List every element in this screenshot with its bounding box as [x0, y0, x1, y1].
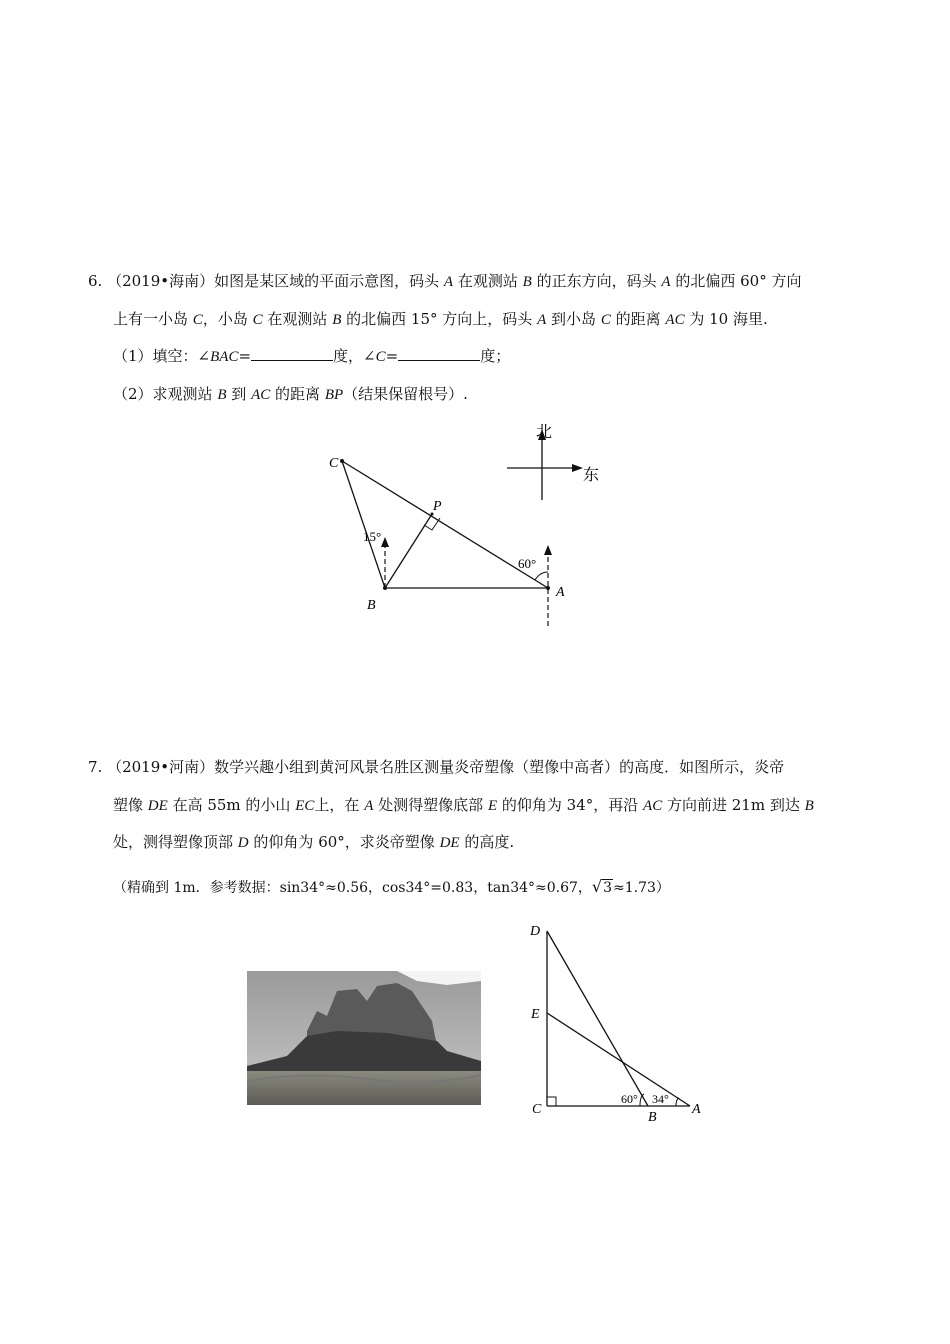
q7-line1: 7. （2019•河南）数学兴趣小组到黄河风景名胜区测量炎帝塑像（塑像中高者）的高度．如图所示，炎帝 [88, 758, 785, 776]
compass-north-label: 北 [536, 424, 553, 441]
label-B: B [648, 1110, 657, 1125]
q6-line2: 上有一小岛 C，小岛 C 在观测站 B 的北偏西 15° 方向上，码头 A 到小岛 C 的距离 AC 为 10 海里. [113, 310, 768, 328]
compass-east-arrow [572, 464, 583, 472]
q6-line1: 6. （2019•海南）如图是某区域的平面示意图，码头 A 在观测站 B 的正东方向，码头 A 的北偏西 60° 方向 [88, 272, 802, 290]
label-P: P [433, 499, 442, 514]
q6-part1: （1）填空：∠BAC= 度，∠C= 度； [113, 347, 511, 365]
angle-arc-B [640, 1094, 644, 1106]
label-A: A [556, 585, 565, 600]
angle-arc-A [535, 572, 548, 580]
q6-number: 6. [88, 272, 103, 290]
q7-number: 7. [88, 758, 103, 776]
label-E: E [531, 1007, 540, 1022]
angle-label-60: 60° [518, 556, 537, 571]
q6-figure [320, 415, 620, 630]
angle-label-34: 34° [652, 1092, 669, 1106]
statue-photo [247, 971, 481, 1105]
north-arrow-B [381, 537, 389, 547]
compass-east-label: 东 [583, 467, 600, 484]
q6-part2: （2）求观测站 B 到 AC 的距离 BP（结果保留根号）. [113, 385, 468, 403]
segment-CB [342, 461, 385, 588]
sqrt-radicand: 3 [603, 880, 613, 896]
label-C: C [532, 1102, 542, 1117]
q7-line2: 塑像 DE 在高 55m 的小山 EC上，在 A 处测得塑像底部 E 的仰角为 34°，再沿 AC 方向前进 21m 到达 B [113, 796, 814, 814]
q7-figure [525, 915, 715, 1130]
angle-label-15: 15° [363, 529, 382, 544]
segment-DB [547, 931, 648, 1106]
label-B: B [367, 598, 376, 613]
answer-blank-bac[interactable] [251, 346, 333, 361]
label-C: C [329, 456, 339, 471]
sqrt-symbol: √ [591, 877, 603, 896]
q7-line3: 处，测得塑像顶部 D 的仰角为 60°，求炎帝塑像 DE 的高度. [113, 833, 515, 851]
north-arrow-A [544, 545, 552, 555]
angle-label-60: 60° [621, 1092, 638, 1106]
label-A: A [692, 1102, 701, 1117]
right-angle-mark-C [547, 1097, 556, 1106]
label-D: D [530, 924, 541, 939]
q7-reference-data: （精确到 1m．参考数据：sin34°≈0.56，cos34°=0.83，tan34°≈0.67，√3≈1.73） [113, 877, 670, 896]
answer-blank-c[interactable] [398, 346, 480, 361]
